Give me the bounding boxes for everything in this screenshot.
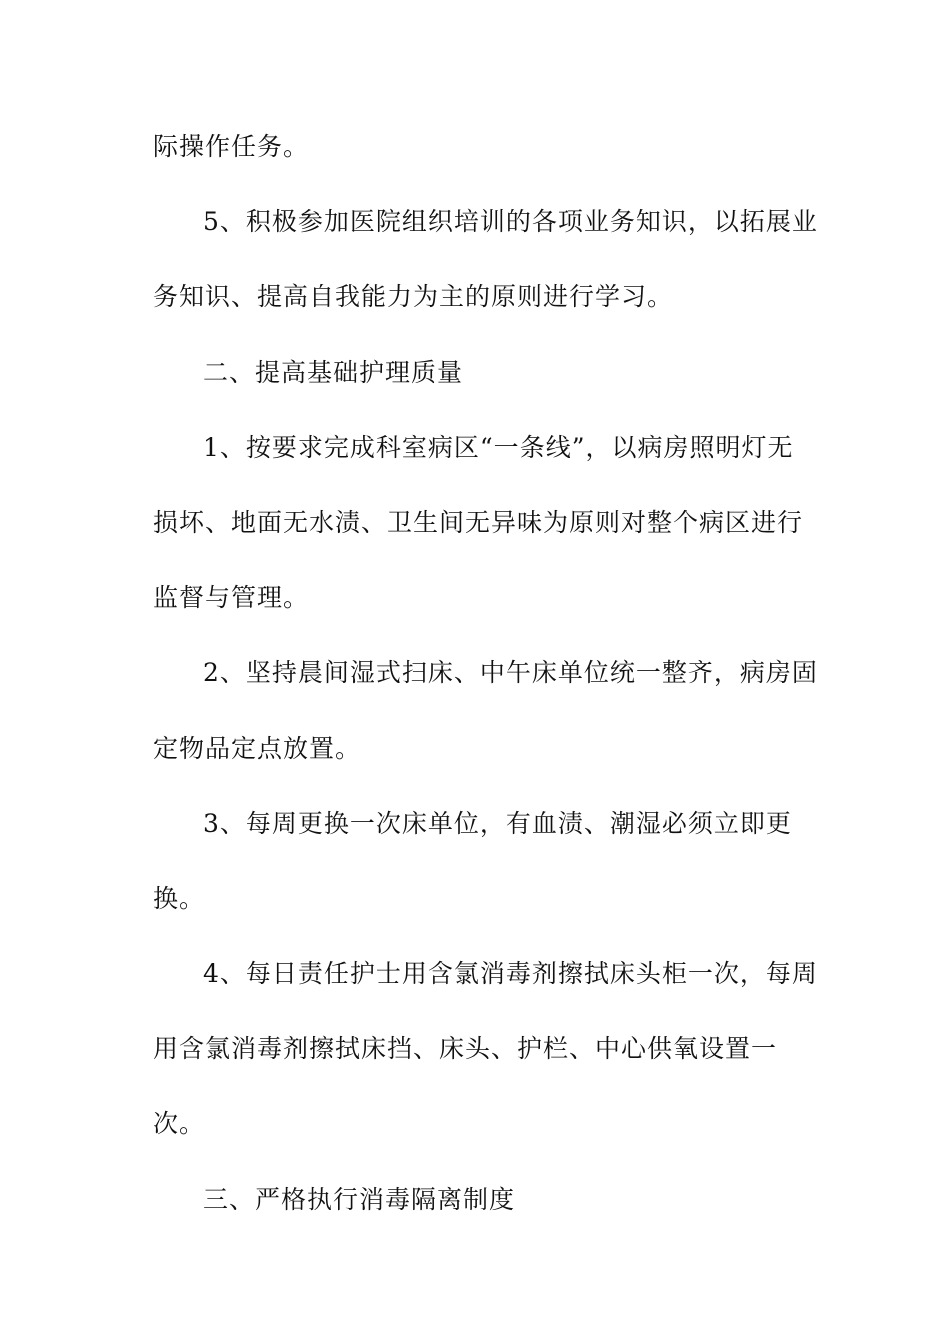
text-line: 监督与管理。 — [153, 583, 310, 613]
text-line: 务知识、提高自我能力为主的原则进行学习。 — [153, 282, 674, 312]
blank-line — [153, 617, 813, 655]
blank-line — [153, 241, 813, 279]
text-line: 2、坚持晨间湿式扫床、中午床单位统一整齐，病房固 — [203, 658, 818, 688]
text-line: 3、每周更换一次床单位，有血渍、潮湿必须立即更 — [203, 808, 792, 838]
text-line: 用含氯消毒剂擦拭床挡、床头、护栏、中心供氧设置一 — [153, 1034, 778, 1064]
blank-line — [153, 842, 813, 880]
text-line: 次。 — [153, 1109, 206, 1139]
blank-line — [153, 917, 813, 955]
document-body — [153, 128, 818, 1218]
blank-line — [153, 1068, 813, 1106]
blank-line — [153, 1143, 813, 1181]
blank-line — [153, 993, 813, 1031]
section-heading: 二、提高基础护理质量 — [203, 357, 464, 387]
text-line: 换。 — [153, 883, 206, 913]
text-line: 际操作任务。 — [153, 132, 310, 161]
blank-line — [153, 692, 813, 730]
blank-line — [153, 767, 813, 805]
blank-line — [153, 166, 813, 204]
section-heading: 三、严格执行消毒隔离制度 — [203, 1184, 516, 1214]
text-line: 定物品定点放置。 — [153, 733, 362, 763]
blank-line — [153, 542, 813, 580]
text-line: 5、积极参加医院组织培训的各项业务知识，以拓展业 — [203, 207, 818, 237]
text-line: 损坏、地面无水渍、卫生间无异味为原则对整个病区进行 — [153, 507, 804, 537]
blank-line — [153, 391, 813, 429]
blank-line — [153, 316, 813, 354]
blank-line — [153, 466, 813, 504]
text-line: 1、按要求完成科室病区“一条线”，以病房照明灯无 — [203, 432, 794, 462]
text-line: 4、每日责任护士用含氯消毒剂擦拭床头柜一次，每周 — [203, 959, 818, 989]
